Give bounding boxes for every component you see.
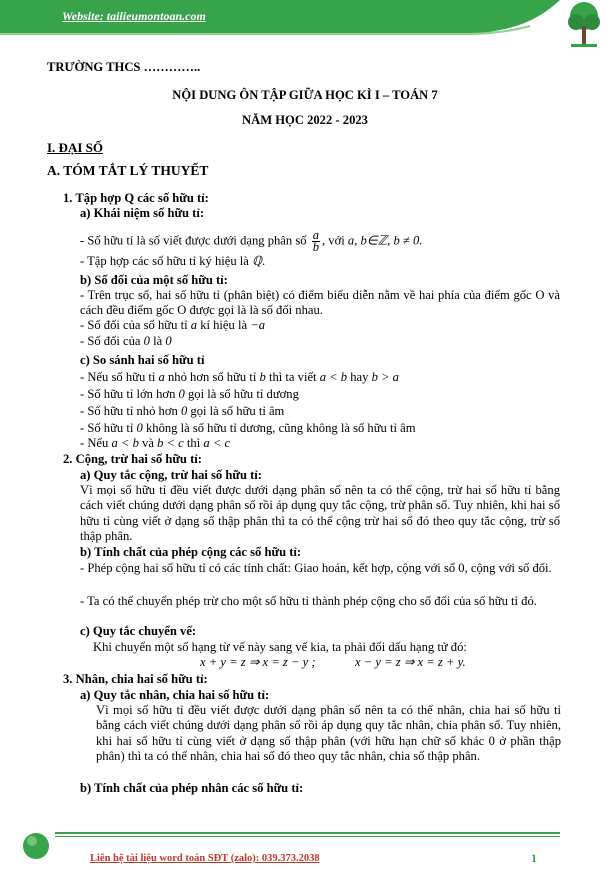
s3-heading: 3. Nhân, chia hai số hữu tỉ:	[63, 672, 208, 686]
school-name: TRƯỜNG THCS …………..	[47, 60, 201, 74]
s1c-line1: - Nếu số hữu tỉ a nhỏ hơn số hữu tỉ b thì ta viết a < b hay b > a	[80, 370, 399, 384]
s3a-heading: a) Quy tắc nhân, chia hai số hữu tỉ:	[80, 688, 270, 702]
s1b-heading: b) Số đối của một số hữu tỉ:	[80, 273, 228, 287]
s1b-line3: - Số đối của 0 là 0	[80, 334, 172, 348]
s1a-line1: - Số hữu tỉ là số viết được dưới dạng phân số $\frac{a}{b}$ , với a, b∈ℤ, b ≠ 0.	[80, 228, 423, 254]
page-title: NỘI DUNG ÔN TẬP GIỮA HỌC KÌ I – TOÁN 7	[172, 88, 438, 102]
s2c-formula2: x − y = z ⇒ x = z + y.	[355, 655, 466, 669]
s2c-text: Khi chuyển một số hạng từ vế này sang vế kia, ta phải đổi dấu hạng tử đó:	[93, 640, 467, 654]
s1c-line2: - Số hữu tỉ lớn hơn 0 gọi là số hữu tỉ dương	[80, 387, 299, 401]
s2b-heading: b) Tính chất của phép cộng các số hữu tỉ:	[80, 545, 302, 559]
s1b-line2: - Số đối của số hữu tỉ a kí hiệu là −a	[80, 318, 266, 332]
s1c-line5: - Nếu a < b và b < c thì a < c	[80, 436, 231, 450]
footer-ball-icon	[22, 832, 50, 860]
website-link[interactable]: Website: tailieumontoan.com	[62, 9, 206, 23]
s1a-line2: - Tập hợp các số hữu tỉ ký hiệu là ℚ.	[80, 254, 266, 268]
fraction-a-over-b: $\frac{a}{b}$	[312, 228, 319, 254]
school-year: NĂM HỌC 2022 - 2023	[242, 113, 368, 127]
page-number: 1	[531, 851, 537, 865]
s2b-text2: - Ta có thể chuyển phép trừ cho một số hữu tỉ thành phép cộng cho số đối của số hữu tỉ đó.	[80, 594, 537, 608]
s2a-heading: a) Quy tắc cộng, trừ hai số hữu tỉ:	[80, 468, 262, 482]
part-heading: I. ĐẠI SỐ	[47, 140, 103, 155]
s2-heading: 2. Cộng, trừ hai số hữu tỉ:	[63, 452, 202, 466]
s2c-formula1: x + y = z ⇒ x = z − y ;	[200, 655, 316, 669]
s3b-heading: b) Tính chất của phép nhân các số hữu tỉ:	[80, 781, 304, 795]
s1-heading: 1. Tập hợp Q các số hữu tỉ:	[63, 191, 209, 205]
footer-divider	[55, 832, 560, 834]
s1c-line4: - Số hữu tỉ 0 không là số hữu tỉ dương, cũng không là số hữu tỉ âm	[80, 421, 416, 435]
s1b-text1: - Trên trục số, hai số hữu tỉ (phân biệt) có điểm biểu diễn nằm về hai phía của điểm gốc O và cách đều điểm gốc O được gọi là là số đối nhau.	[80, 288, 560, 318]
footer-contact: Liên hệ tài liệu word toán SĐT (zalo): 039.373.2038	[90, 853, 320, 864]
s2a-text: Vì mọi số hữu tỉ đều viết được dưới dạng phân số nên ta có thể cộng, trừ hai số hữu tỉ bằng cách viết chúng dưới dạng phân số rồi áp dụng quy tắc cộng, trừ phân số. Tuy nhiên, khi hai số hữu tỉ cùng viết ở dạng số thập phân thì ta có thể cộng trừ hai số đó theo quy tắc cộng, trừ số thập phân.	[80, 483, 560, 544]
s2c-heading: c) Quy tắc chuyển vế:	[80, 624, 197, 638]
tree-logo-icon	[565, 0, 603, 52]
s1c-heading: c) So sánh hai số hữu tỉ	[80, 353, 205, 367]
section-heading: A. TÓM TẮT LÝ THUYẾT	[47, 163, 209, 178]
s3a-text: Vì mọi số hữu tỉ đều viết được dưới dạng phân số nên ta có thể nhân, chia hai số hữu tỉ bằng cách viết chúng dưới dạng phân số rồi áp dụng quy tắc nhân, chia phân số. Tuy nhiên, khi hai số hữu tỉ cùng viết ở dạng số thập phân (với hữu hạn chữ số khác 0 ở phần thập phân) thì ta có thể nhân, chia hai số đó theo quy tắc nhân, chia số thập phân.	[96, 703, 561, 764]
s2b-text1: - Phép cộng hai số hữu tỉ có các tính chất: Giao hoán, kết hợp, cộng với số 0, cộng với số đối.	[80, 561, 552, 575]
footer-divider-thin	[55, 836, 560, 837]
s1c-line3: - Số hữu tỉ nhỏ hơn 0 gọi là số hữu tỉ âm	[80, 404, 285, 418]
s1a-heading: a) Khái niệm số hữu tỉ:	[80, 206, 205, 220]
